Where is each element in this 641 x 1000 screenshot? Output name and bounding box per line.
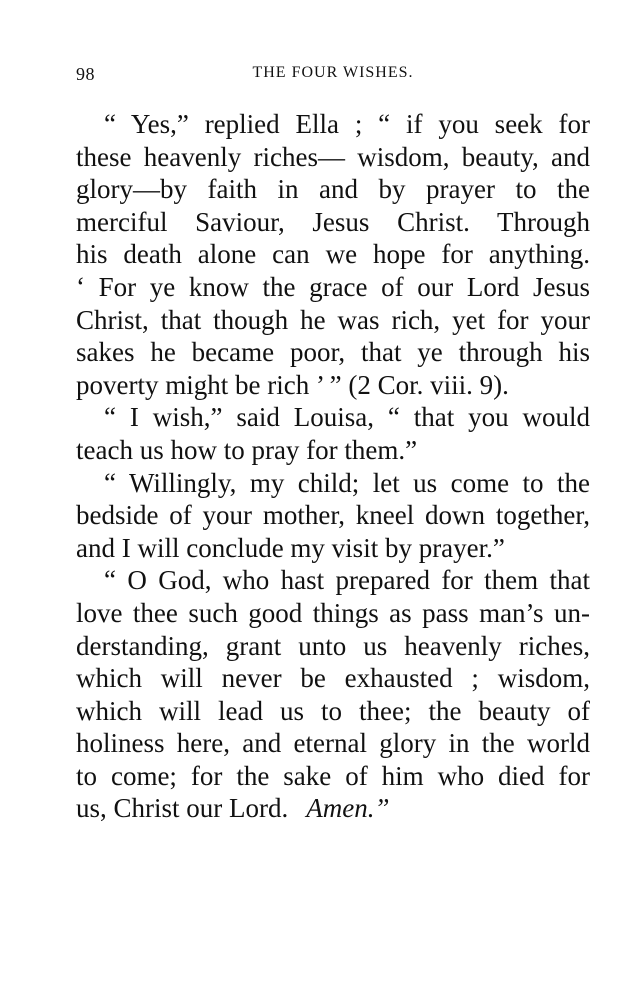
text-line: which will never be exhausted ; wisdom, [76, 663, 590, 694]
closing-text: us, Christ our Lord. [76, 793, 289, 824]
text-line: bedside of your mother, kneel down together, [76, 500, 590, 531]
text-line: ‘ For ye know the grace of our Lord Jesus [76, 271, 590, 302]
running-head [76, 64, 590, 86]
text-line: “ O God, who hast prepared for them that [104, 565, 590, 596]
text-line: teach us how to pray for them.” [76, 434, 418, 465]
text-line: which will lead us to thee; the beauty of [76, 695, 590, 726]
text-line: his death alone can we hope for anything. [76, 239, 590, 270]
text-line: these heavenly riches— wisdom, beauty, and [76, 141, 590, 172]
text-line: merciful Saviour, Jesus Christ. Through [76, 206, 590, 237]
text-line: derstanding, grant unto us heavenly riches, [76, 630, 590, 661]
text-line: poverty might be rich ’ ” (2 Cor. viii. 9). [76, 369, 509, 400]
paragraph-4 [76, 564, 590, 825]
text-line: glory—by faith in and by prayer to the [76, 174, 590, 205]
amen-text: Amen.” [306, 793, 390, 824]
text-line: love thee such good things as pass man’s un- [76, 597, 590, 628]
page-number: 98 [76, 64, 95, 84]
text-line: sakes he became poor, that ye through his [76, 337, 590, 368]
text-line: “ Willingly, my child; let us come to the [104, 467, 590, 498]
text-line: “ Yes,” replied Ella ; “ if you seek for [104, 109, 590, 139]
running-title: THE FOUR WISHES. [252, 64, 414, 81]
text-line-final [76, 792, 590, 825]
body-text [76, 108, 590, 825]
paragraph-2 [76, 401, 590, 466]
text-line: and I will conclude my visit by prayer.” [76, 532, 505, 563]
text-line: “ I wish,” said Louisa, “ that you would [104, 402, 590, 433]
text-line: Christ, that though he was rich, yet for your [76, 304, 590, 335]
paragraph-1 [76, 108, 590, 401]
paragraph-3 [76, 467, 590, 565]
text-line: holiness here, and eternal glory in the world [76, 728, 590, 759]
text-line: to come; for the sake of him who died for [76, 760, 590, 791]
